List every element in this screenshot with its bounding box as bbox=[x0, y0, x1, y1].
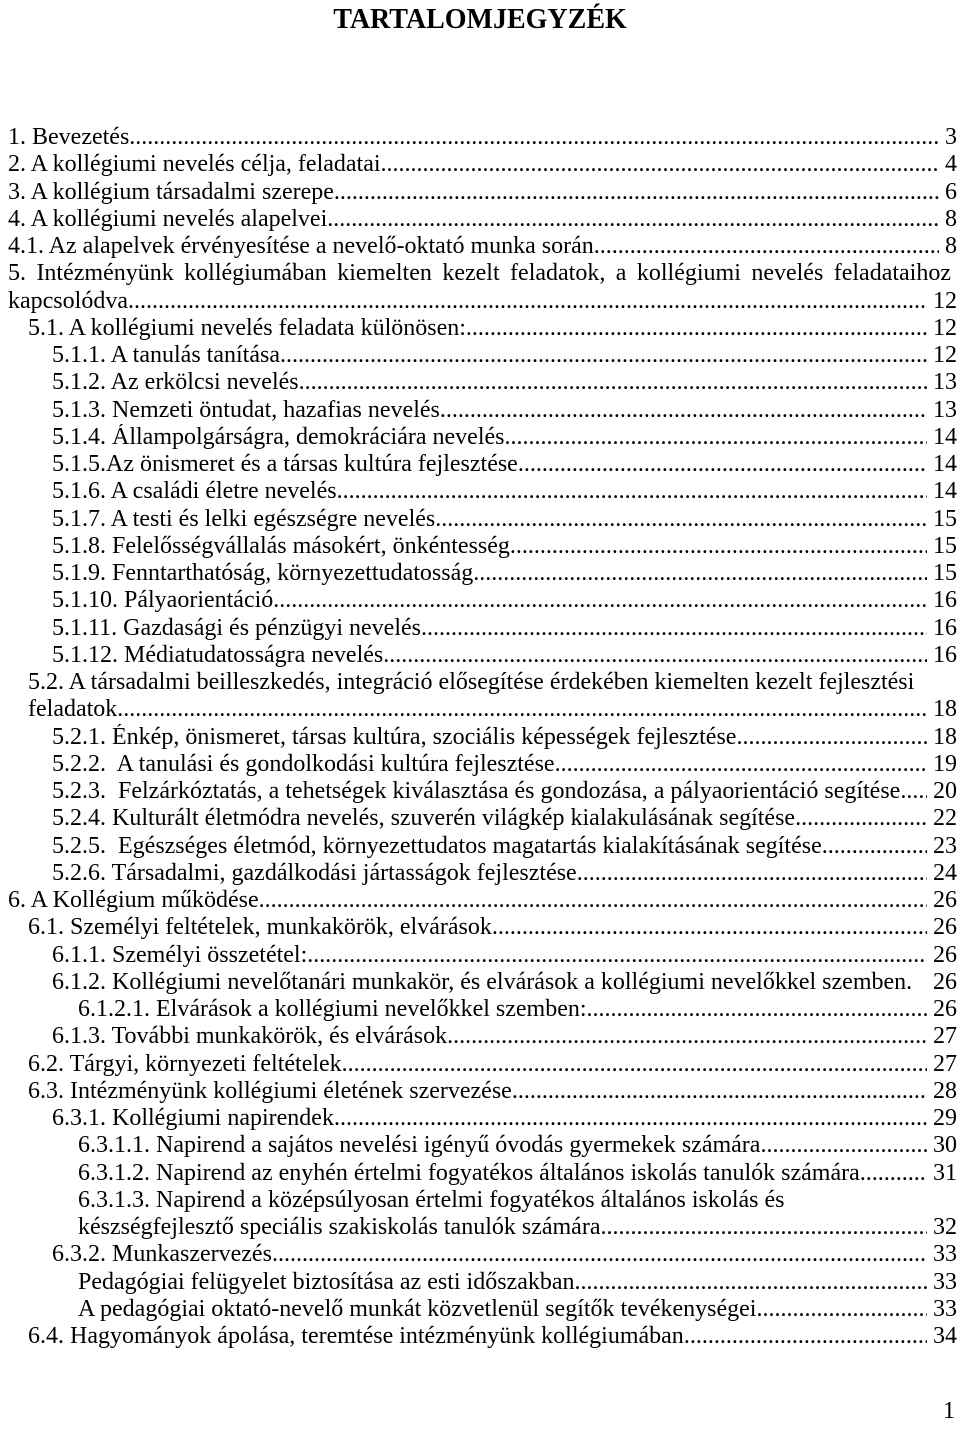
toc-page-number: 26 bbox=[933, 941, 957, 968]
toc-entry-title-continuation: feladatok bbox=[28, 696, 118, 723]
dot-leader bbox=[327, 206, 939, 233]
dot-leader bbox=[555, 751, 927, 778]
toc-entry bbox=[8, 805, 957, 832]
toc-entry-title: 5.2.2. A tanulási és gondolkodási kultúra fejlesztése bbox=[52, 750, 555, 777]
toc-entry-title: Pedagógiai felügyelet biztosítása az esti időszakban bbox=[78, 1268, 575, 1295]
toc-entry-title: 6.3.1. Kollégiumi napirendek bbox=[52, 1105, 334, 1131]
toc-entry bbox=[8, 260, 957, 315]
toc-entry bbox=[8, 206, 957, 233]
toc-entry bbox=[8, 833, 957, 860]
toc-entry bbox=[8, 996, 957, 1023]
dot-leader bbox=[860, 1160, 927, 1187]
dot-leader bbox=[342, 1051, 927, 1078]
dot-leader bbox=[600, 1214, 927, 1241]
dot-leader bbox=[684, 1323, 927, 1350]
dot-leader bbox=[577, 860, 927, 887]
toc-page-number: 18 bbox=[933, 696, 957, 723]
toc-entry bbox=[8, 587, 957, 614]
dot-leader bbox=[594, 233, 939, 260]
toc-entry-title: 6.3.1.3. Napirend a középsúlyosan értelmi fogyatékos általános iskolás és bbox=[78, 1186, 785, 1213]
dot-leader bbox=[334, 179, 939, 206]
toc-entry bbox=[8, 724, 957, 751]
toc-page-number: 22 bbox=[933, 805, 957, 832]
dot-leader bbox=[299, 369, 927, 396]
toc-entry-title: 6.1.1. Személyi összetétel: bbox=[52, 941, 308, 968]
toc-entry bbox=[8, 669, 957, 724]
toc-entry-title: 5.1.9. Fenntarthatóság, környezettudatosság bbox=[52, 560, 474, 586]
toc-entry bbox=[8, 369, 957, 396]
toc-page-number: 16 bbox=[933, 641, 957, 668]
toc-page-number: 30 bbox=[933, 1132, 957, 1159]
toc-entry-title: 5.2. A társadalmi beilleszkedés, integráció elősegítése érdekében kiemelten kezelt fejlesztési bbox=[28, 669, 915, 695]
toc-entry-title: 5.2.5. Egészséges életmód, környezettudatos magatartás kialakításának segítése bbox=[52, 832, 822, 859]
toc-page-number: 16 bbox=[933, 587, 957, 614]
toc-page-number: 31 bbox=[933, 1159, 957, 1186]
dot-leader bbox=[129, 124, 939, 151]
dot-leader bbox=[518, 451, 927, 478]
toc-page-number: 26 bbox=[933, 914, 957, 941]
dot-leader bbox=[128, 288, 927, 315]
toc-entry-title: 3. A kollégium társadalmi szerepe bbox=[8, 178, 334, 205]
toc-page-number: 6 bbox=[945, 178, 957, 205]
dot-leader bbox=[575, 1269, 928, 1296]
page-number: 1 bbox=[943, 1398, 955, 1424]
toc-entry-title: 6.3.1.2. Napirend az enyhén értelmi fogyatékos általános iskolás tanulók számára bbox=[78, 1159, 860, 1186]
toc-page-number: 26 bbox=[933, 887, 957, 913]
toc-page-number: 33 bbox=[933, 1268, 957, 1295]
toc-entry-title: 6.1.2. Kollégiumi nevelőtanári munkakör, és elvárások a kollégiumi nevelőkkel szemben. bbox=[52, 968, 913, 995]
dot-leader bbox=[381, 151, 939, 178]
toc-entry-title: 5.1.10. Pályaorientáció bbox=[52, 587, 274, 614]
toc-page-number: 16 bbox=[933, 614, 957, 641]
toc-entry-title: A pedagógiai oktató-nevelő munkát közvetlenül segítők tevékenységei bbox=[78, 1295, 757, 1322]
toc-entry-title: 6.3. Intézményünk kollégiumi életének szervezése bbox=[28, 1077, 512, 1104]
toc-entry-title: 6.1.2.1. Elvárások a kollégiumi nevelőkkel szemben: bbox=[78, 996, 587, 1022]
toc-entry bbox=[8, 124, 957, 151]
dot-leader bbox=[440, 397, 927, 424]
toc-page-number: 27 bbox=[933, 1050, 957, 1077]
toc-page-number: 15 bbox=[933, 505, 957, 532]
toc-entry bbox=[8, 233, 957, 260]
table-of-contents bbox=[8, 124, 957, 1350]
toc-entry bbox=[8, 342, 957, 369]
toc-page-number: 3 bbox=[945, 124, 957, 150]
toc-entry-title: 5.1.2. Az erkölcsi nevelés bbox=[52, 369, 299, 396]
dot-leader bbox=[756, 1296, 927, 1323]
toc-entry bbox=[8, 942, 957, 969]
toc-entry bbox=[8, 615, 957, 642]
dot-leader bbox=[117, 696, 927, 723]
toc-entry-title: 6.4. Hagyományok ápolása, teremtése intézményünk kollégiumában bbox=[28, 1323, 684, 1349]
toc-entry bbox=[8, 887, 957, 914]
toc-entry-title: 6. A Kollégium működése bbox=[8, 887, 259, 913]
toc-entry bbox=[8, 1023, 957, 1050]
dot-leader bbox=[736, 724, 927, 751]
toc-page-number: 33 bbox=[933, 1241, 957, 1268]
toc-page-number: 14 bbox=[933, 423, 957, 450]
toc-page-number: 26 bbox=[933, 996, 957, 1022]
dot-leader bbox=[466, 315, 927, 342]
toc-page-number: 14 bbox=[933, 451, 957, 477]
toc-entry bbox=[8, 1078, 957, 1105]
toc-page-number: 14 bbox=[933, 478, 957, 505]
dot-leader bbox=[337, 478, 927, 505]
dot-leader bbox=[822, 833, 927, 860]
toc-entry bbox=[8, 179, 957, 206]
toc-page-number: 12 bbox=[933, 342, 957, 368]
toc-entry bbox=[8, 914, 957, 941]
toc-entry bbox=[8, 424, 957, 451]
dot-leader bbox=[421, 615, 927, 642]
dot-leader bbox=[280, 342, 927, 369]
toc-entry-title: 5.2.1. Énkép, önismeret, társas kultúra, szociális képességek fejlesztése bbox=[52, 723, 737, 750]
toc-entry-title: 6.3.1.1. Napirend a sajátos nevelési igényű óvodás gyermekek számára bbox=[78, 1132, 761, 1159]
toc-page-number: 15 bbox=[933, 560, 957, 586]
toc-entry-title: 5.1.12. Médiatudatosságra nevelés bbox=[52, 641, 384, 668]
toc-entry-title: 5.2.4. Kulturált életmódra nevelés, szuverén világkép kialakulásának segítése bbox=[52, 805, 796, 832]
toc-entry bbox=[8, 533, 957, 560]
toc-entry-title: 6.2. Tárgyi, környezeti feltételek bbox=[28, 1050, 342, 1077]
toc-page-number: 24 bbox=[933, 859, 957, 886]
toc-entry bbox=[8, 397, 957, 424]
toc-entry-title-continuation: készségfejlesztő speciális szakiskolás tanulók számára bbox=[78, 1214, 601, 1240]
dot-leader bbox=[587, 996, 927, 1023]
toc-entry-title: 4. A kollégiumi nevelés alapelvei bbox=[8, 205, 328, 232]
toc-entry bbox=[8, 315, 957, 342]
toc-page-number: 12 bbox=[933, 287, 957, 314]
toc-entry-title: 5.1.8. Felelősségvállalás másokért, önkéntesség bbox=[52, 532, 510, 559]
dot-leader bbox=[760, 1132, 927, 1159]
toc-page-number: 34 bbox=[933, 1323, 957, 1349]
toc-page-number: 33 bbox=[933, 1295, 957, 1322]
dot-leader bbox=[512, 1078, 927, 1105]
toc-page-number: 19 bbox=[933, 750, 957, 777]
toc-entry bbox=[8, 642, 957, 669]
toc-page-number: 8 bbox=[945, 233, 957, 259]
dot-leader bbox=[272, 1241, 927, 1268]
toc-entry bbox=[8, 506, 957, 533]
toc-entry-title: 5.1.5.Az önismeret és a társas kultúra fejlesztése bbox=[52, 451, 518, 477]
toc-page-number: 4 bbox=[945, 151, 957, 178]
dot-leader bbox=[492, 914, 927, 941]
dot-leader bbox=[795, 805, 927, 832]
toc-entry bbox=[8, 560, 957, 587]
toc-entry bbox=[8, 478, 957, 505]
toc-entry bbox=[8, 1160, 957, 1187]
toc-entry-title: 5.1.11. Gazdasági és pénzügyi nevelés bbox=[52, 614, 421, 641]
toc-page-number: 20 bbox=[933, 778, 957, 804]
toc-entry-title: 5.2.6. Társadalmi, gazdálkodási jártasságok fejlesztése bbox=[52, 859, 577, 886]
dot-leader bbox=[900, 778, 927, 805]
toc-entry-title-continuation: kapcsolódva bbox=[8, 287, 128, 314]
toc-page-number: 29 bbox=[933, 1105, 957, 1131]
toc-entry-title: 5.1.1. A tanulás tanítása bbox=[52, 342, 280, 368]
toc-entry bbox=[8, 1296, 957, 1323]
dot-leader bbox=[510, 533, 927, 560]
dot-leader bbox=[334, 1105, 927, 1132]
toc-entry bbox=[8, 451, 957, 478]
toc-entry bbox=[8, 1051, 957, 1078]
toc-entry-title: 5.1.4. Állampolgárságra, demokráciára nevelés bbox=[52, 423, 505, 450]
toc-entry bbox=[8, 969, 957, 996]
toc-entry-title: 4.1. Az alapelvek érvényesítése a nevelő-oktató munka során bbox=[8, 233, 594, 259]
toc-entry bbox=[8, 1323, 957, 1350]
dot-leader bbox=[912, 969, 927, 996]
toc-page-number: 12 bbox=[933, 314, 957, 341]
toc-page-number: 13 bbox=[933, 396, 957, 423]
toc-entry bbox=[8, 1269, 957, 1296]
toc-entry bbox=[8, 151, 957, 178]
toc-entry-title: 6.1. Személyi feltételek, munkakörök, elvárások bbox=[28, 914, 492, 941]
toc-page-number: 28 bbox=[933, 1077, 957, 1104]
toc-page-number: 18 bbox=[933, 723, 957, 750]
dot-leader bbox=[259, 887, 927, 914]
toc-page-number: 13 bbox=[933, 369, 957, 396]
dot-leader bbox=[504, 424, 927, 451]
toc-entry bbox=[8, 1132, 957, 1159]
toc-entry bbox=[8, 1105, 957, 1132]
toc-page-number: 8 bbox=[945, 205, 957, 232]
dot-leader bbox=[307, 942, 927, 969]
toc-page-number: 27 bbox=[933, 1023, 957, 1050]
toc-page-number: 32 bbox=[933, 1214, 957, 1240]
toc-entry bbox=[8, 860, 957, 887]
toc-entry-title: 5.1.7. A testi és lelki egészségre nevelés bbox=[52, 505, 436, 532]
toc-entry-title: 5.1.6. A családi életre nevelés bbox=[52, 478, 337, 505]
toc-page-number: 15 bbox=[933, 532, 957, 559]
toc-entry bbox=[8, 778, 957, 805]
toc-page-number: 23 bbox=[933, 832, 957, 859]
toc-entry bbox=[8, 1241, 957, 1268]
dot-leader bbox=[383, 642, 927, 669]
dot-leader bbox=[273, 587, 927, 614]
dot-leader bbox=[473, 560, 927, 587]
toc-entry-title: 5.2.3. Felzárkóztatás, a tehetségek kiválasztása és gondozása, a pályaorientáció segítése bbox=[52, 778, 901, 804]
toc-entry-title: 6.1.3. További munkakörök, és elvárások bbox=[52, 1023, 448, 1050]
dot-leader bbox=[435, 506, 927, 533]
toc-entry-title: 5.1.3. Nemzeti öntudat, hazafias nevelés bbox=[52, 396, 440, 423]
toc-entry bbox=[8, 751, 957, 778]
dot-leader bbox=[447, 1023, 927, 1050]
toc-entry bbox=[8, 1187, 957, 1242]
toc-entry-title: 2. A kollégiumi nevelés célja, feladatai bbox=[8, 151, 381, 178]
toc-entry-title: 1. Bevezetés bbox=[8, 124, 130, 150]
document-title: TARTALOMJEGYZÉK bbox=[333, 4, 627, 35]
toc-entry-title: 6.3.2. Munkaszervezés bbox=[52, 1241, 272, 1268]
toc-entry-title: 5. Intézményünk kollégiumában kiemelten kezelt feladatok, a kollégiumi nevelés feladataihoz bbox=[8, 260, 951, 287]
toc-entry-title: 5.1. A kollégiumi nevelés feladata különösen: bbox=[28, 314, 466, 341]
toc-page-number: 26 bbox=[933, 968, 957, 995]
